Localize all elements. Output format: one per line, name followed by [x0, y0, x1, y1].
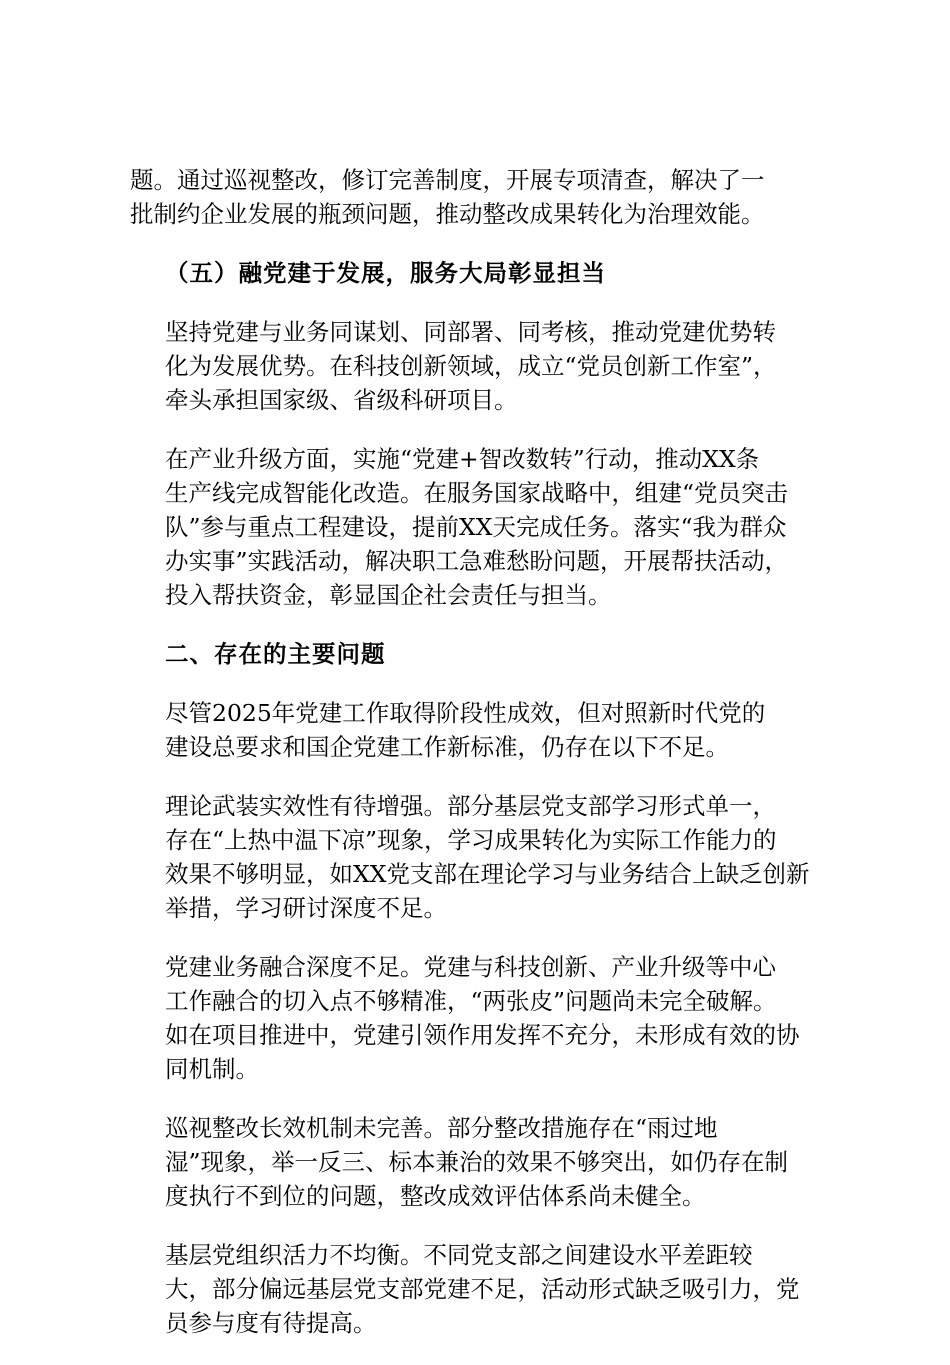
text-line: 员参与度有待提高。 — [165, 1309, 377, 1337]
section-heading-5 — [130, 256, 830, 290]
section-heading-2 — [130, 637, 830, 671]
text-line: 效果不够明显，如XX党支部在理论学习与业务结合上缺乏创新 — [165, 860, 810, 888]
text-line: 同机制。 — [165, 1055, 259, 1083]
paragraph-problems-intro — [130, 696, 830, 764]
text-line: 化为发展优势。在科技创新领域，成立“党员创新工作室”， — [165, 352, 777, 380]
paragraph-rectification-mechanism — [130, 1111, 830, 1213]
text-line: 尽管2025年党建工作取得阶段性成效，但对照新时代党的 — [165, 699, 766, 727]
text-line: 建设总要求和国企党建工作新标准，仍存在以下不足。 — [165, 733, 729, 761]
text-line: 生产线完成智能化改造。在服务国家战略中，组建“党员突击 — [165, 479, 789, 507]
document-page — [130, 163, 830, 1365]
paragraph-grassroots-vitality — [130, 1238, 830, 1340]
text-line: 办实事”实践活动，解决职工急难愁盼问题，开展帮扶活动， — [165, 547, 789, 575]
text-line: 党建业务融合深度不足。党建与科技创新、产业升级等中心 — [165, 953, 776, 981]
text-line: 如在项目推进中，党建引领作用发挥不充分，未形成有效的协 — [165, 1021, 800, 1049]
heading-text: （五）融党建于发展，服务大局彰显担当 — [165, 259, 606, 287]
paragraph-inspection-results — [130, 163, 830, 231]
paragraph-theory-study — [130, 789, 830, 925]
text-line: 工作融合的切入点不够精准，“两张皮”问题尚未完全破解。 — [165, 987, 777, 1015]
text-line: 坚持党建与业务同谋划、同部署、同考核，推动党建优势转 — [165, 318, 776, 346]
text-line: 投入帮扶资金，彰显国企社会责任与担当。 — [165, 581, 612, 609]
text-line: 存在“上热中温下凉”现象，学习成果转化为实际工作能力的 — [165, 826, 777, 854]
text-line: 队”参与重点工程建设，提前XX天完成任务。落实“我为群众 — [165, 513, 787, 541]
text-line: 牵头承担国家级、省级科研项目。 — [165, 386, 518, 414]
text-line: 基层党组织活力不均衡。不同党支部之间建设水平差距较 — [165, 1241, 753, 1269]
text-line: 理论武装实效性有待增强。部分基层党支部学习形式单一， — [165, 792, 776, 820]
text-line: 举措，学习研讨深度不足。 — [165, 894, 447, 922]
text-line: 巡视整改长效机制未完善。部分整改措施存在“雨过地 — [165, 1114, 718, 1142]
text-line: 湿”现象，举一反三、标本兼治的效果不够突出，如仍存在制 — [165, 1148, 789, 1176]
heading-text: 二、存在的主要问题 — [165, 640, 386, 668]
text-line: 在产业升级方面，实施“党建+智改数转”行动，推动XX条 — [165, 445, 760, 473]
paragraph-party-business-integration — [130, 315, 830, 417]
text-line: 题。通过巡视整改，修订完善制度，开展专项清查，解决了一 — [130, 166, 765, 194]
text-line: 大，部分偏远基层党支部党建不足，活动形式缺乏吸引力，党 — [165, 1275, 800, 1303]
paragraph-industry-upgrade — [130, 442, 830, 612]
text-line: 度执行不到位的问题，整改成效评估体系尚未健全。 — [165, 1182, 706, 1210]
paragraph-integration-depth — [130, 950, 830, 1086]
text-line: 批制约企业发展的瓶颈问题，推动整改成果转化为治理效能。 — [130, 200, 765, 228]
